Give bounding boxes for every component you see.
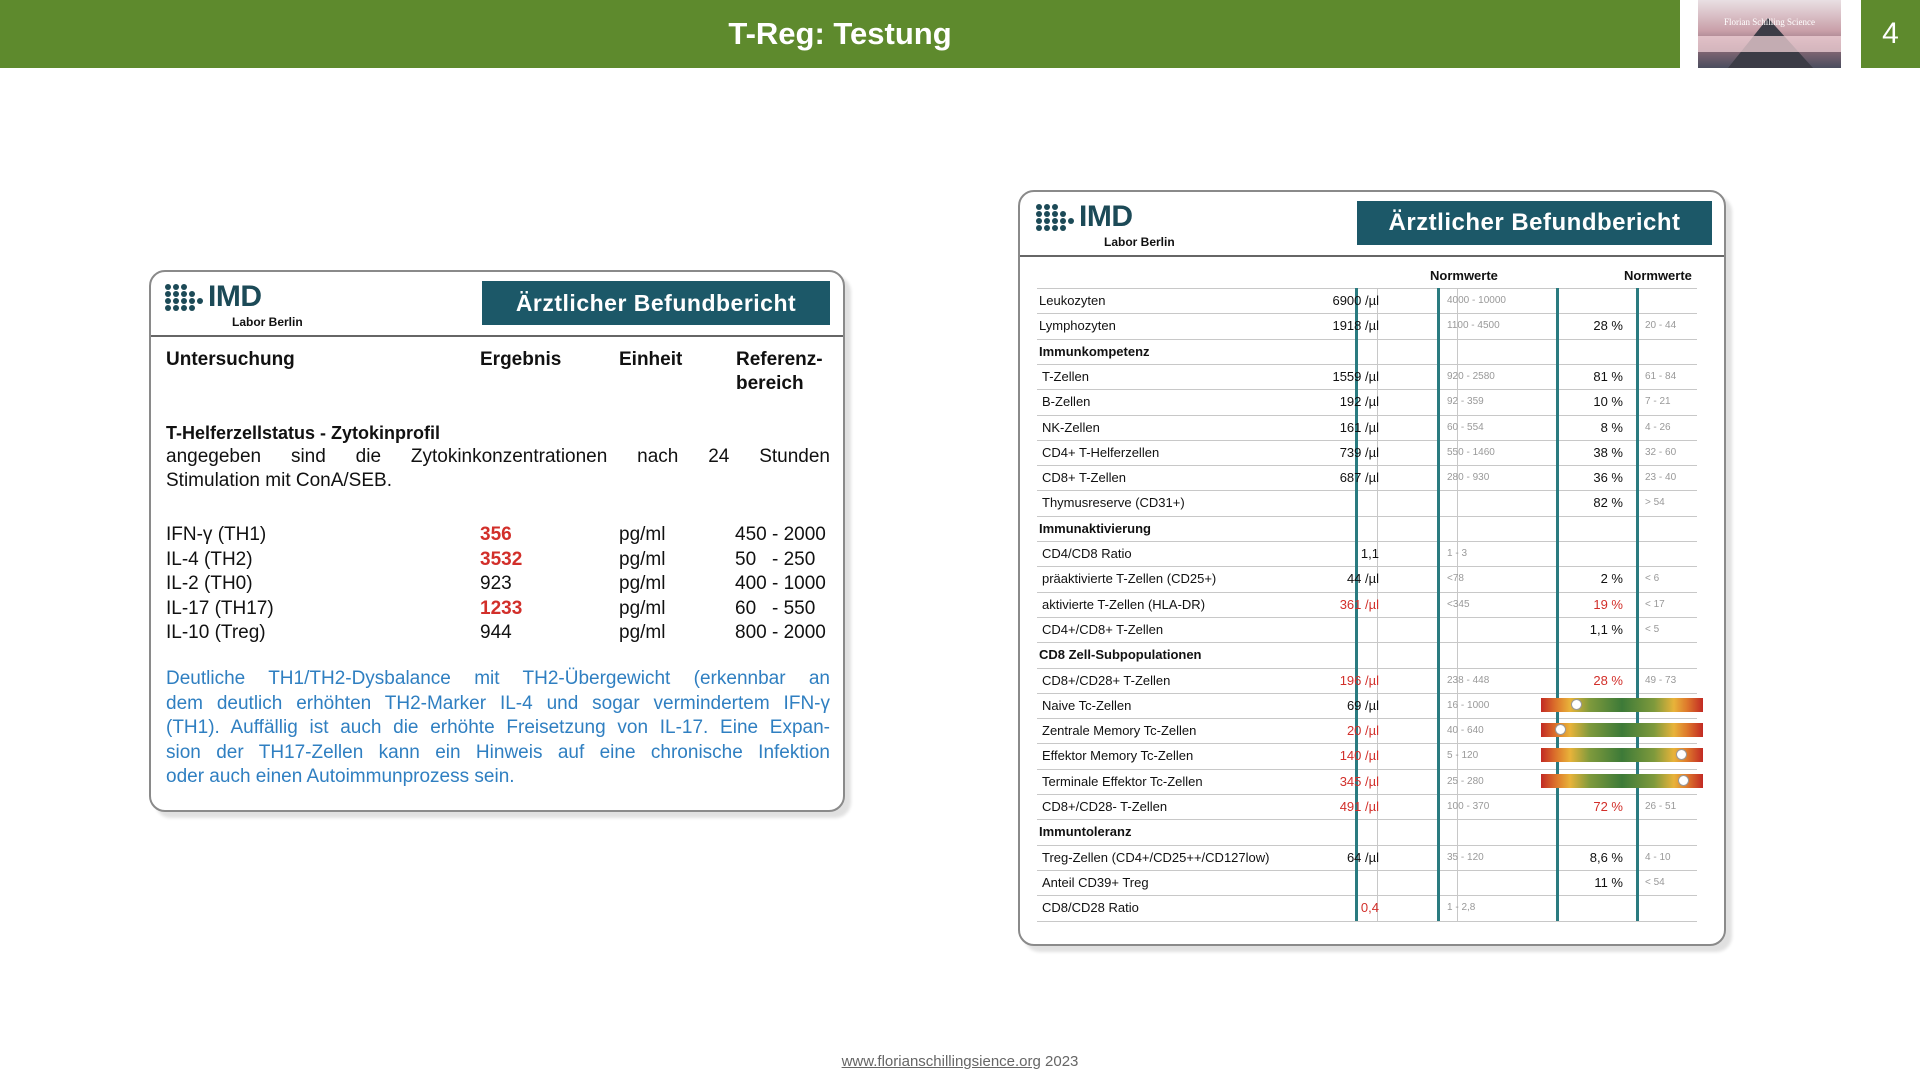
row-ref: 1100 - 4500 [1447, 320, 1500, 332]
row-label: NK-Zellen [1042, 419, 1100, 435]
cytokine-value: 3532 [480, 548, 523, 570]
cytokine-ref: 800 - 2000 [735, 622, 826, 643]
row-value: 0,4 [1360, 900, 1379, 916]
table-row [1037, 541, 1717, 566]
cytokine-name: IFN-γ (TH1) [166, 524, 267, 545]
row-percent: 8,6 % [1589, 849, 1623, 865]
page-title: T-Reg: Testung [728, 16, 952, 51]
cytokine-value: 356 [480, 524, 512, 545]
table-section-row [1037, 642, 1717, 667]
range-gauge [1541, 723, 1703, 737]
table-row [1037, 845, 1717, 870]
row-label: B-Zellen [1042, 394, 1091, 410]
row-ref: 238 - 448 [1447, 674, 1490, 686]
cytokine-name: IL-10 (Treg) [166, 622, 266, 643]
row-value: 687 /µl [1339, 470, 1379, 486]
row-ref: 1 - 2,8 [1447, 902, 1476, 914]
table-row [1037, 465, 1717, 490]
cytokine-unit: pg/ml [619, 524, 666, 545]
row-label: aktivierte T-Zellen (HLA-DR) [1042, 596, 1206, 612]
row-label: CD8/CD28 Ratio [1042, 900, 1139, 916]
row-ref: 16 - 1000 [1447, 699, 1490, 711]
table-row [1037, 743, 1717, 768]
cytokine-unit: pg/ml [619, 622, 666, 643]
imd-dots-icon [1036, 204, 1075, 231]
comment-line: dem deutlich erhöhten TH2-Marker IL-4 und sogar vermindertem IFN-γ [166, 692, 830, 714]
section-title: T-Helferzellstatus - Zytokinprofil [166, 423, 441, 443]
row-value: 64 /µl [1346, 849, 1379, 865]
table-row [1037, 668, 1717, 693]
row-ref: 920 - 2580 [1447, 370, 1495, 382]
row-label: Effektor Memory Tc-Zellen [1042, 748, 1194, 764]
table-row [1037, 440, 1717, 465]
table-row [1037, 693, 1717, 718]
row-value: 192 /µl [1339, 394, 1379, 410]
lab-subtitle: Labor Berlin [1104, 235, 1175, 249]
row-percent-ref: 4 - 10 [1645, 851, 1671, 863]
lymphocyte-report-card [1018, 190, 1726, 946]
row-percent-ref: 61 - 84 [1645, 370, 1677, 382]
row-label: CD8 Zell-Subpopulationen [1039, 647, 1202, 663]
row-value: 345 /µl [1339, 773, 1379, 789]
row-value: 491 /µl [1339, 799, 1379, 814]
imd-dots-icon [165, 284, 204, 311]
row-label: CD4+ T-Helferzellen [1042, 444, 1160, 460]
row-value: 140 /µl [1339, 748, 1379, 764]
table-row [1037, 895, 1717, 920]
row-ref: 35 - 120 [1447, 851, 1484, 863]
table-row [1037, 617, 1717, 642]
cytokine-ref: 60 - 550 [735, 597, 816, 619]
row-label: CD4/CD8 Ratio [1042, 546, 1132, 561]
row-label: CD4+/CD8+ T-Zellen [1042, 621, 1164, 637]
range-gauge [1541, 774, 1703, 788]
row-percent: 11 % [1594, 874, 1623, 890]
row-percent: 36 % [1593, 470, 1623, 486]
cytokine-unit: pg/ml [619, 548, 666, 570]
col-normwerte-pct: Normwerte [1624, 268, 1692, 283]
cytokine-value: 1233 [480, 597, 523, 619]
row-ref: 25 - 280 [1447, 775, 1484, 787]
row-ref: 100 - 370 [1447, 801, 1490, 812]
comment-line: oder auch einen Autoimmunprozess sein. [166, 766, 515, 787]
cytokine-ref: 450 - 2000 [735, 524, 826, 545]
row-percent-ref: 32 - 60 [1645, 446, 1677, 458]
row-ref: 5 - 120 [1447, 750, 1479, 762]
row-label: präaktivierte T-Zellen (CD25+) [1042, 571, 1217, 587]
logo-text: Florian Schilling Science [1724, 17, 1815, 27]
comment-line: (TH1). Auffällig ist auch die erhöhte Freisetzung von IL-17. Eine Expan- [166, 717, 830, 738]
row-label: Thymusreserve (CD31+) [1042, 495, 1185, 511]
column-ref-2: bereich [736, 373, 804, 394]
row-percent: 81 % [1593, 368, 1623, 384]
footer-year: 2023 [1045, 1053, 1079, 1070]
row-label: Naive Tc-Zellen [1042, 697, 1132, 713]
report-banner: Ärztlicher Befundbericht [482, 281, 830, 325]
gauge-marker [1555, 724, 1566, 735]
row-ref: <78 [1447, 573, 1464, 585]
row-percent: 38 % [1593, 444, 1623, 460]
row-label: Immunaktivierung [1039, 520, 1151, 536]
table-section-row [1037, 516, 1717, 541]
row-label: Leukozyten [1039, 293, 1106, 308]
table-row [1037, 718, 1717, 743]
column-unit: Einheit [619, 349, 683, 370]
cytokine-value: 944 [480, 622, 512, 643]
row-label: Treg-Zellen (CD4+/CD25++/CD127low) [1042, 849, 1270, 865]
table-row [1037, 415, 1717, 440]
comment-line: sion der TH17-Zellen kann ein Hinweis auf eine chronische Infektion [166, 741, 830, 763]
header-bar [0, 0, 1680, 68]
row-label: Lymphozyten [1039, 318, 1116, 334]
range-gauge [1541, 748, 1703, 762]
row-label: Immunkompetenz [1039, 343, 1150, 359]
row-percent-ref: 26 - 51 [1645, 801, 1677, 812]
row-percent: 72 % [1593, 799, 1623, 814]
row-ref: 1 - 3 [1447, 548, 1468, 559]
row-ref: 92 - 359 [1447, 396, 1484, 408]
row-percent: 82 % [1593, 495, 1623, 511]
table-section-row [1037, 339, 1717, 364]
row-percent-ref: < 17 [1645, 598, 1665, 610]
row-ref: 280 - 930 [1447, 472, 1490, 484]
table-row [1037, 313, 1717, 338]
row-percent-ref: < 5 [1645, 623, 1660, 635]
row-percent-ref: 7 - 21 [1645, 396, 1671, 408]
gauge-marker [1676, 749, 1687, 760]
brand-logo [1698, 0, 1841, 68]
page-number: 4 [1861, 0, 1920, 68]
row-value: 6900 /µl [1332, 293, 1379, 308]
row-ref: <345 [1447, 598, 1470, 610]
row-label: CD8+/CD28- T-Zellen [1042, 799, 1168, 814]
row-percent: 19 % [1593, 596, 1623, 612]
row-label: Zentrale Memory Tc-Zellen [1042, 723, 1197, 739]
cytokine-name: IL-17 (TH17) [166, 597, 274, 619]
row-value: 196 /µl [1339, 672, 1379, 688]
footer-link[interactable]: www.florianschillingsience.org [841, 1053, 1041, 1070]
row-label: Terminale Effektor Tc-Zellen [1042, 773, 1203, 789]
row-value: 1918 /µl [1332, 318, 1379, 334]
row-percent-ref: 49 - 73 [1645, 674, 1677, 686]
row-label: Immuntoleranz [1039, 824, 1132, 840]
gauge-marker [1571, 699, 1582, 710]
cytokine-name: IL-2 (TH0) [166, 573, 253, 594]
cytokine-ref: 400 - 1000 [735, 573, 826, 594]
row-value: 20 /µl [1346, 723, 1379, 739]
row-percent: 8 % [1600, 419, 1623, 435]
table-section-row [1037, 819, 1717, 844]
table-row [1037, 566, 1717, 591]
row-ref: 4000 - 10000 [1447, 295, 1506, 306]
row-percent-ref: < 6 [1645, 573, 1660, 585]
table-row [1037, 794, 1717, 819]
comment-line: Deutliche TH1/TH2-Dysbalance mit TH2-Übergewicht (erkennbar an [166, 668, 830, 689]
column-test: Untersuchung [166, 349, 295, 370]
row-percent-ref: 4 - 26 [1645, 421, 1671, 433]
row-label: CD8+ T-Zellen [1042, 470, 1126, 486]
row-percent-ref: 20 - 44 [1645, 320, 1677, 332]
row-percent-ref: < 54 [1645, 876, 1665, 888]
row-percent-ref: 23 - 40 [1645, 472, 1677, 484]
row-percent: 28 % [1593, 318, 1623, 334]
table-row [1037, 490, 1717, 515]
row-percent: 2 % [1600, 571, 1623, 587]
row-label: T-Zellen [1042, 368, 1089, 384]
row-percent: 10 % [1593, 394, 1623, 410]
footer [0, 1053, 1920, 1070]
row-percent: 1,1 % [1589, 621, 1623, 637]
table-row [1037, 870, 1717, 895]
row-value: 1559 /µl [1332, 368, 1379, 384]
cytokine-name: IL-4 (TH2) [166, 548, 253, 570]
column-ref-1: Referenz- [736, 349, 823, 370]
row-value: 739 /µl [1339, 444, 1379, 460]
cytokine-ref: 50 - 250 [735, 548, 816, 570]
row-ref: 550 - 1460 [1447, 446, 1495, 458]
column-result: Ergebnis [480, 349, 562, 370]
table-row [1037, 288, 1717, 313]
range-gauge [1541, 698, 1703, 712]
intro-text-line-1: angegeben sind die Zytokinkonzentrationen nach 24 Stunden [166, 446, 830, 467]
row-label: Anteil CD39+ Treg [1042, 874, 1149, 890]
report-banner: Ärztlicher Befundbericht [1357, 201, 1712, 245]
row-percent: 28 % [1593, 672, 1623, 688]
imd-logo: IMD [165, 282, 262, 312]
intro-text-line-2: Stimulation mit ConA/SEB. [166, 470, 392, 491]
row-ref: 40 - 640 [1447, 725, 1484, 737]
table-row [1037, 592, 1717, 617]
table-row [1037, 364, 1717, 389]
table-row [1037, 769, 1717, 794]
col-normwerte-abs: Normwerte [1430, 268, 1498, 283]
gauge-marker [1678, 775, 1689, 786]
lab-subtitle: Labor Berlin [232, 315, 303, 329]
cytokine-unit: pg/ml [619, 573, 666, 594]
imd-logo: IMD [1036, 202, 1133, 232]
table-row [1037, 389, 1717, 414]
row-value: 361 /µl [1339, 596, 1379, 612]
row-percent-ref: > 54 [1645, 497, 1665, 509]
cytokine-value: 923 [480, 573, 512, 594]
row-value: 1,1 [1360, 546, 1379, 561]
cytokine-unit: pg/ml [619, 597, 666, 619]
row-value: 161 /µl [1339, 419, 1379, 435]
row-value: 44 /µl [1346, 571, 1379, 587]
row-label: CD8+/CD28+ T-Zellen [1042, 672, 1171, 688]
row-ref: 60 - 554 [1447, 421, 1484, 433]
cytokine-report-card [149, 270, 845, 812]
row-value: 69 /µl [1346, 697, 1379, 713]
